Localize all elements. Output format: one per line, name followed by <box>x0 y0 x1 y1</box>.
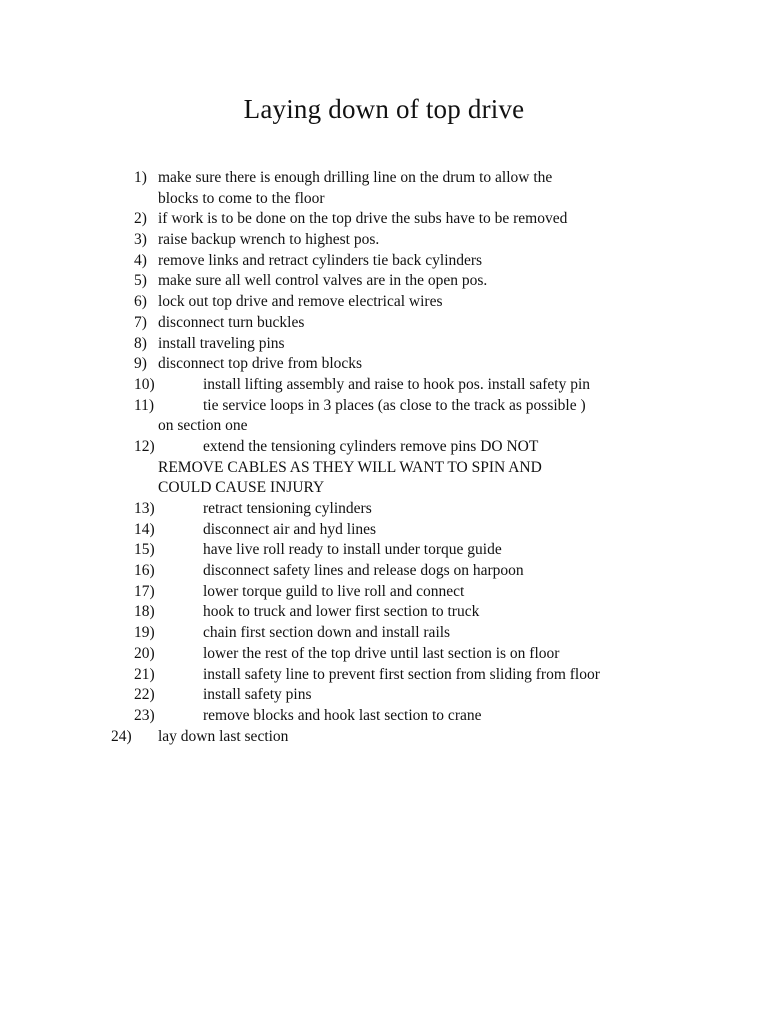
step-text: blocks to come to the floor <box>158 189 325 207</box>
list-item <box>0 230 768 251</box>
step-number: 2) <box>134 210 147 228</box>
step-text: disconnect top drive from blocks <box>158 355 363 373</box>
list-item <box>0 168 768 189</box>
step-number: 22) <box>134 686 155 704</box>
step-number: 19) <box>134 624 155 642</box>
step-text: install traveling pins <box>158 334 285 352</box>
step-text: REMOVE CABLES AS THEY WILL WANT TO SPIN AND <box>158 458 542 476</box>
step-text: retract tensioning cylinders <box>203 500 372 517</box>
list-item <box>0 706 768 727</box>
step-text: remove blocks and hook last section to crane <box>203 706 482 724</box>
step-number: 14) <box>134 520 155 538</box>
list-item-continuation <box>0 416 768 437</box>
list-item <box>0 540 768 561</box>
step-number: 6) <box>134 293 147 311</box>
step-number: 11) <box>134 396 155 414</box>
step-text: on section one <box>158 417 248 435</box>
list-item <box>0 561 768 582</box>
list-item <box>0 375 768 396</box>
step-text: have live roll ready to install under torque guide <box>203 541 502 559</box>
step-number: 7) <box>134 313 147 331</box>
step-number: 15) <box>134 541 155 559</box>
step-number: 3) <box>134 231 147 249</box>
list-item <box>0 209 768 230</box>
list-item <box>0 520 768 541</box>
list-item <box>0 499 768 520</box>
step-number: 5) <box>134 272 147 290</box>
step-text: COULD CAUSE INJURY <box>158 479 325 497</box>
step-text: lower the rest of the top drive until last section is on floor <box>203 644 560 662</box>
step-text: tie service loops in 3 places (as close to the track as possible ) <box>203 396 586 414</box>
list-item <box>0 727 768 748</box>
step-number: 20) <box>134 644 155 662</box>
list-item <box>0 292 768 313</box>
step-text: lay down last section <box>158 727 289 745</box>
list-item <box>0 251 768 272</box>
step-text: hook to truck and lower first section to truck <box>203 603 480 621</box>
step-number: 8) <box>134 334 147 352</box>
step-number: 18) <box>134 603 155 621</box>
page-title: Laying down of top drive <box>243 94 525 124</box>
list-item <box>0 602 768 623</box>
step-text: disconnect turn buckles <box>158 313 305 331</box>
step-text: lock out top drive and remove electrical wires <box>158 293 443 311</box>
list-item <box>0 665 768 686</box>
step-text: install lifting assembly and raise to hook pos. install safety pin <box>203 375 591 393</box>
list-item <box>0 582 768 603</box>
step-number: 23) <box>134 706 155 724</box>
step-number: 9) <box>134 355 147 373</box>
step-text: install safety line to prevent first section from sliding from floor <box>203 665 600 683</box>
list-item-continuation <box>0 458 768 479</box>
step-number: 13) <box>134 500 155 517</box>
step-text: raise backup wrench to highest pos. <box>158 231 380 249</box>
step-number: 24) <box>111 727 132 745</box>
step-text: make sure there is enough drilling line on the drum to allow the <box>158 169 553 186</box>
list-item <box>0 313 768 334</box>
list-item <box>0 396 768 417</box>
step-number: 1) <box>134 169 147 186</box>
step-text: disconnect safety lines and release dogs on harpoon <box>203 562 524 580</box>
list-item-continuation <box>0 478 768 499</box>
list-item <box>0 685 768 706</box>
step-number: 10) <box>134 375 155 393</box>
step-number: 4) <box>134 251 147 269</box>
step-text: make sure all well control valves are in the open pos. <box>158 272 488 290</box>
step-text: chain first section down and install rails <box>203 624 451 642</box>
list-item <box>0 644 768 665</box>
step-text: remove links and retract cylinders tie back cylinders <box>158 251 483 269</box>
step-number: 17) <box>134 582 155 600</box>
list-item-continuation <box>0 189 768 210</box>
step-number: 21) <box>134 665 155 683</box>
step-number: 12) <box>134 437 155 455</box>
list-item <box>0 623 768 644</box>
step-number: 16) <box>134 562 155 580</box>
step-text: install safety pins <box>203 686 312 704</box>
step-text: disconnect air and hyd lines <box>203 520 377 538</box>
list-item <box>0 271 768 292</box>
list-item <box>0 334 768 355</box>
step-text: if work is to be done on the top drive the subs have to be removed <box>158 210 568 228</box>
list-item <box>0 437 768 458</box>
list-item <box>0 354 768 375</box>
step-text: extend the tensioning cylinders remove pins DO NOT <box>203 437 539 455</box>
steps-list <box>0 168 768 747</box>
step-text: lower torque guild to live roll and connect <box>203 582 465 600</box>
